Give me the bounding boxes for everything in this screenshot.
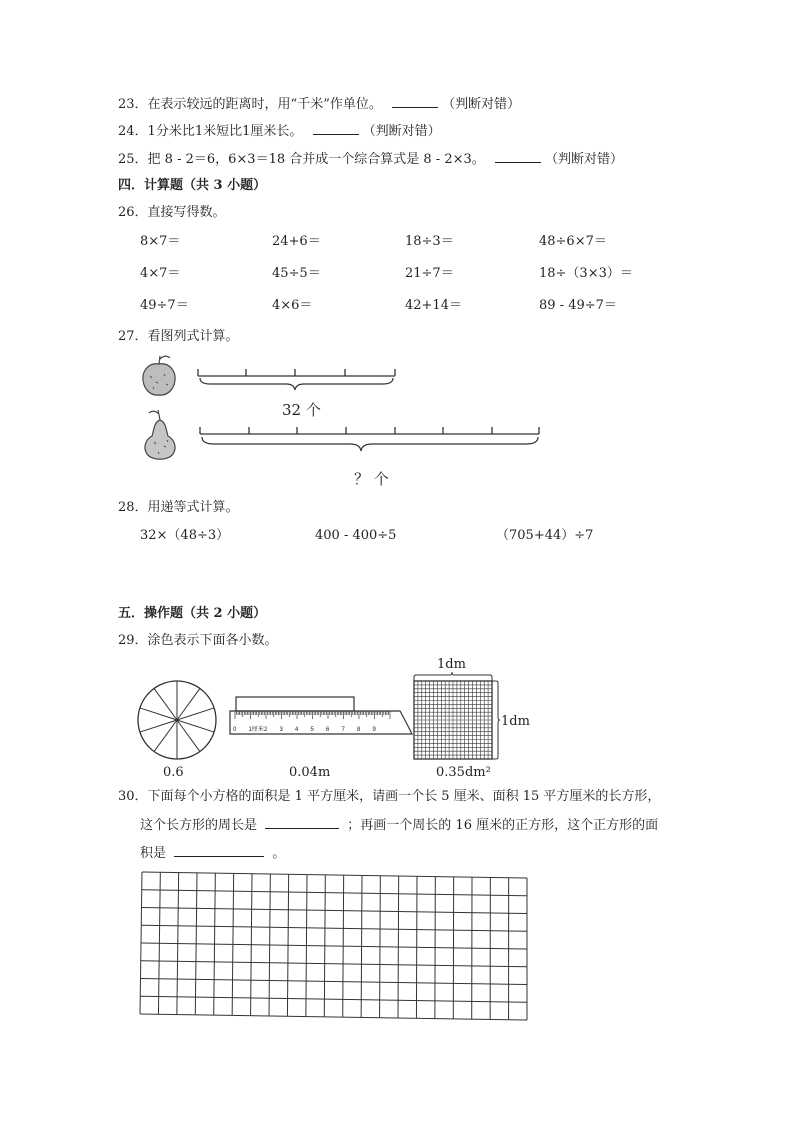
q26-item: 42+14＝ (405, 298, 462, 313)
apple-count-label: 32 个 (282, 401, 321, 419)
ruler-number: 0 (233, 727, 237, 733)
q28-expr: 400 - 400÷5 (315, 528, 397, 543)
pear-segment-bar (200, 427, 539, 451)
ruler-number: 3 (279, 727, 283, 733)
grid-row-line (141, 943, 527, 949)
apple-segment-bar (198, 369, 395, 390)
q26-item: 48÷6×7＝ (539, 234, 607, 249)
grid-row-line (142, 890, 527, 896)
q30-perimeter-blank[interactable] (265, 816, 339, 829)
q28-title: 28．用递等式计算。 (118, 500, 239, 515)
circle-label: 0.6 (163, 765, 184, 780)
pear-icon (145, 410, 175, 459)
ruler-label: 0.04m (289, 765, 331, 780)
question-25 (118, 150, 623, 169)
q30-line2 (140, 816, 658, 835)
q28-expr: 32×（48÷3） (140, 528, 230, 543)
q26-item: 45÷5＝ (272, 266, 321, 281)
q27-figure (138, 352, 558, 492)
q30-line3 (140, 844, 285, 863)
q29-title: 29．涂色表示下面各小数。 (118, 633, 278, 648)
q26-item: 4×6＝ (272, 298, 313, 313)
ruler-number: 8 (357, 727, 361, 733)
q26-item: 18÷3＝ (405, 234, 454, 249)
q30-area-blank[interactable] (174, 844, 264, 857)
q26-title: 26．直接写得数。 (118, 205, 226, 220)
ruler-diagram[interactable] (228, 696, 414, 740)
q26-item: 24+6＝ (272, 234, 321, 249)
grid-row-line (141, 961, 527, 967)
strip-rectangle (236, 697, 354, 711)
q26-item: 89 - 49÷7＝ (539, 298, 617, 313)
grid-row-line (140, 996, 527, 1002)
apple-icon (143, 356, 175, 395)
q30-perimeter-text: 这个长方形的周长是 (140, 818, 258, 833)
ruler-number: 9 (372, 727, 376, 733)
grid-side-label: 1dm (501, 714, 530, 729)
section-4-title: 四．计算题（共 3 小题） (118, 178, 267, 193)
ruler-number: 5 (310, 727, 314, 733)
circle-diagram[interactable] (136, 679, 218, 761)
q30-line1: 30．下面每个小方格的面积是 1 平方厘米，请画一个长 5 厘米、面积 15 平方厘米的长方形， (118, 789, 661, 804)
q26-item: 49÷7＝ (140, 298, 189, 313)
ruler-number: 6 (326, 727, 330, 733)
q26-item: 8×7＝ (140, 234, 181, 249)
grid-label: 0.35dm² (436, 765, 491, 780)
q30-end: 。 (272, 846, 286, 861)
q27-title: 27．看图列式计算。 (118, 329, 239, 344)
question-24 (118, 122, 441, 141)
q23-text: 23．在表示较远的距离时，用“千米”作单位。 (118, 97, 382, 112)
q30-square-text: ；再画一个周长的 16 厘米的正方形，这个正方形的面 (347, 818, 659, 833)
ruler-number: 1厘米 (248, 727, 264, 733)
q30-area-text: 积是 (140, 846, 167, 861)
section-5-title: 五．操作题（共 2 小题） (118, 606, 267, 621)
question-23 (118, 95, 520, 114)
q24-suffix: （判断对错） (362, 124, 441, 139)
q26-item: 21÷7＝ (405, 266, 454, 281)
q23-answer-blank[interactable] (392, 95, 438, 108)
q23-suffix: （判断对错） (442, 97, 521, 112)
grid-row-line (141, 925, 527, 931)
q25-suffix: （判断对错） (545, 152, 624, 167)
ruler-number: 7 (341, 727, 345, 733)
drawing-grid[interactable] (138, 864, 532, 1026)
grid-row-line (140, 1014, 527, 1020)
ruler-number: 4 (295, 727, 299, 733)
q25-answer-blank[interactable] (495, 150, 541, 163)
ruler-number: 2 (264, 727, 268, 733)
q26-item: 18÷（3×3）＝ (539, 266, 633, 281)
pear-count-label: ？ 个 (354, 470, 389, 488)
grid-row-line (142, 908, 528, 914)
q26-item: 4×7＝ (140, 266, 181, 281)
grid-row-line (142, 872, 527, 878)
q25-text: 25．把 8 - 2＝6，6×3＝18 合并成一个综合算式是 8 - 2×3。 (118, 152, 485, 167)
q24-text: 24．1分米比1米短比1厘米长。 (118, 124, 303, 139)
q24-answer-blank[interactable] (313, 122, 359, 135)
dm-grid-diagram[interactable] (410, 672, 500, 764)
grid-top-label: 1dm (437, 657, 466, 672)
q28-expr: （705+44）÷7 (496, 528, 594, 543)
grid-row-line (141, 979, 528, 985)
